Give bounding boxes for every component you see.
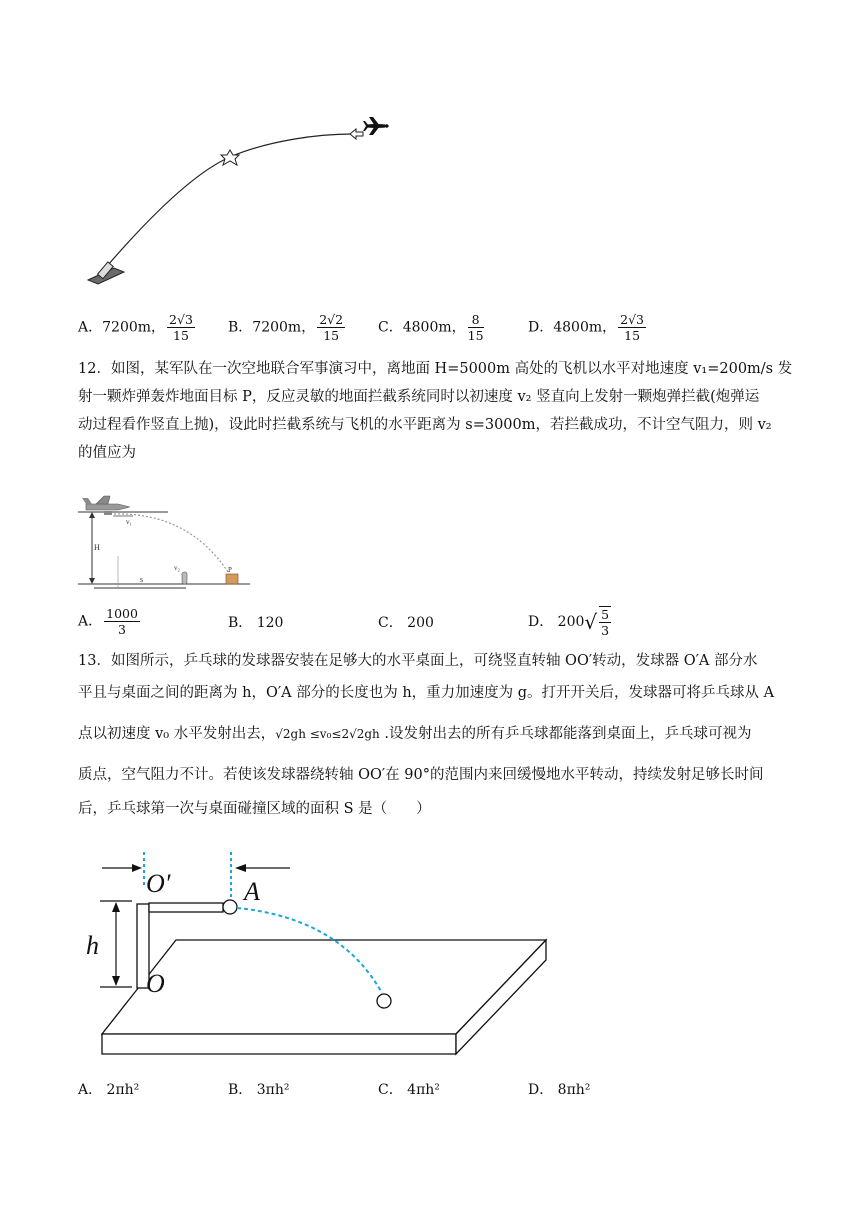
q11-option-c[interactable]: C．4800m， $\frac{8}{15}$ — [378, 312, 484, 343]
o-prime-label: O′ — [146, 869, 171, 898]
q13-option-c[interactable]: C． 4πh² — [378, 1082, 440, 1098]
s-label: s — [140, 575, 144, 584]
q12-option-a[interactable]: A． $\frac{1000}{3}$ — [78, 606, 138, 637]
q12-line2: 射一颗炸弹轰炸地面目标 P，反应灵敏的地面拦截系统同时以初速度 v₂ 竖直向上发射一颗炮弹拦截(炮弹运 — [78, 389, 760, 405]
q13-line2: 平且与桌面之间的距离为 h，O′A 部分的长度也为 h，重力加速度为 g。打开开关后，发球器可将乒乓球从 A — [78, 685, 775, 701]
p-label: P — [228, 566, 232, 574]
q11-option-a[interactable]: A．7200m， $\frac{2√3}{15}$ — [78, 312, 193, 343]
v2-label: v₂ — [174, 564, 180, 572]
q13-figure — [80, 848, 560, 1058]
q12-option-d[interactable]: D． 200√ $\frac{5}{3}$ — [528, 607, 610, 638]
q12-option-b[interactable]: B． 120 — [228, 615, 284, 631]
projectile-icon — [350, 129, 363, 139]
q13-line5: 后，乒乓球第一次与桌面碰撞区域的面积 S 是（ ） — [78, 801, 431, 817]
q12-line1: 12．如图，某军队在一次空地联合军事演习中，离地面 H=5000m 高处的飞机以水平对地速度 v₁=200m/s 发 — [78, 361, 793, 377]
q13-option-d[interactable]: D． 8πh² — [528, 1082, 591, 1098]
q11-option-b[interactable]: B．7200m， $\frac{2√2}{15}$ — [228, 312, 344, 343]
q13-line3: 点以初速度 v₀ 水平发射出去，√2gh ≤v₀≤2√2gh .设发射出去的所有乒乓球都能落到桌面上，乒乓球可视为 — [78, 726, 752, 742]
table-front — [102, 1034, 456, 1054]
airplane-icon — [363, 117, 389, 135]
o-label: O — [146, 969, 165, 998]
ball-at-a — [223, 900, 237, 914]
q12-line3: 动过程看作竖直上抛)，设此时拦截系统与飞机的水平距离为 s=3000m，若拦截成功，不计空气阻力，则 v₂ — [78, 417, 772, 433]
h-dim-label: h — [86, 931, 99, 960]
ball-landing — [377, 994, 391, 1008]
bomb-icon — [104, 511, 112, 515]
launcher-arm — [149, 903, 223, 912]
q12-line4: 的值应为 — [78, 445, 136, 461]
target-p-icon — [226, 574, 238, 584]
interceptor-icon — [182, 572, 187, 584]
h-label: H — [94, 543, 100, 552]
q12-option-c[interactable]: C． 200 — [378, 615, 434, 631]
q11-option-d[interactable]: D．4800m， $\frac{2√3}{15}$ — [528, 312, 645, 343]
q11-figure — [80, 110, 400, 290]
q13-option-b[interactable]: B． 3πh² — [228, 1082, 290, 1098]
v1-label: v₁ — [126, 518, 132, 526]
intercept-star-icon — [221, 150, 239, 165]
a-label: A — [244, 877, 260, 906]
q13-line4: 质点，空气阻力不计。若使该发球器绕转轴 OO′在 90°的范围内来回缓慢地水平转动，持续发射足够长时间 — [78, 767, 764, 783]
q12-figure — [78, 492, 250, 590]
jet-icon — [82, 496, 130, 510]
q13-option-a[interactable]: A． 2πh² — [78, 1082, 140, 1098]
q13-line1: 13．如图所示，乒乓球的发球器安装在足够大的水平桌面上，可绕竖直转轴 OO′转动，发球器 O′A 部分水 — [78, 653, 758, 669]
